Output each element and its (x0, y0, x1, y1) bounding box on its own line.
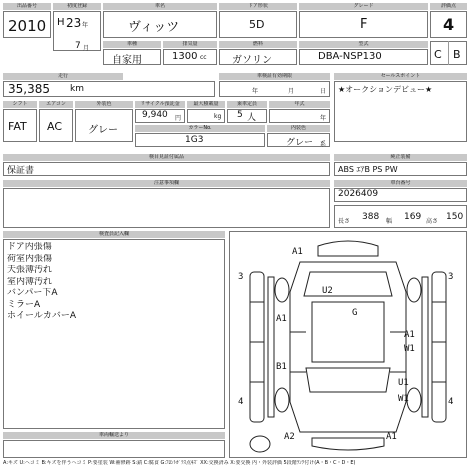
inspection-notes (7, 242, 76, 323)
inspection-month: 月 (288, 88, 295, 95)
damage-mark: W1 (404, 344, 415, 354)
model-year-unit: 年 (320, 115, 327, 122)
aircon: AC (47, 120, 63, 133)
header-mileage: 走行 (3, 73, 123, 80)
interior-color: グレー (286, 138, 314, 148)
header-grade: グレード (299, 3, 428, 10)
first-reg-month-suffix: 月 (83, 45, 90, 52)
inspection-note: 天張薄汚れ (7, 265, 53, 275)
header-sales-point: セールスポイント (334, 73, 467, 80)
car-diagram-svg (230, 232, 466, 457)
displacement: 1300 (172, 51, 198, 62)
inspection-day: 日 (320, 88, 327, 95)
inspection-note: 荷室内張傷 (7, 253, 53, 264)
header-door: ドア形状 (219, 3, 297, 10)
header-color-no: カラーNo. (135, 125, 265, 132)
damage-mark: A1 (292, 247, 303, 257)
legend-footer: A:キズ U:ヘコミ B:キズを伴うヘコミ P:要塗装 W:補修跡 S:錆 C:腐食 G:ﾌﾛﾝﾄｶﾞﾗｽ点ｷｽﾞ XX:交換済み X:要交換 内・外装評価 5段階ﾗﾝｸ付け(A・B・C・D・E) (3, 460, 356, 466)
color-no: 1G3 (185, 135, 204, 145)
inspection-note: ホイールカバーA (7, 311, 76, 321)
damage-mark: G (352, 308, 358, 318)
exterior-score: B (453, 48, 461, 61)
length-label: 長さ (338, 218, 351, 225)
score: 4 (443, 15, 455, 34)
chassis-number: 2026409 (338, 189, 379, 199)
header-car-type: 車種 (103, 41, 161, 48)
header-lot-number: 出品番号 (3, 3, 51, 10)
height-value: 150 (446, 212, 464, 222)
header-accessories: 検目見証付属品 (3, 154, 330, 161)
damage-mark: U1 (398, 378, 409, 388)
header-car-name: 車名 (103, 3, 217, 10)
first-reg-month: 7 (75, 41, 81, 51)
header-displacement: 排気量 (163, 41, 217, 48)
corner-label: 3 (238, 272, 244, 282)
width-value: 169 (404, 212, 422, 222)
inspection-note: ドア内張傷 (7, 242, 52, 252)
displacement-unit: cc (200, 54, 207, 61)
first-reg-era: H (57, 17, 65, 28)
header-fuel: 燃料 (219, 41, 297, 48)
header-max-load: 最大積載量 (187, 101, 225, 108)
corner-label: 3 (448, 272, 454, 282)
first-reg-year: 23 (66, 16, 82, 30)
inspection-note: ミラーA (7, 299, 41, 310)
recycle-unit: 円 (175, 115, 182, 122)
sales-point: ★オークションデビュー★ (338, 85, 433, 94)
damage-mark: W1 (398, 394, 409, 404)
inspection-note: 室内薄汚れ (7, 276, 53, 287)
fuel: ガソリン (232, 55, 272, 66)
first-reg-year-suffix: 年 (82, 22, 89, 29)
dealer-box (3, 440, 225, 458)
car-diagram (229, 231, 467, 458)
inspection-note: バンパー下A (7, 288, 58, 298)
mileage: 35,385 (8, 82, 50, 96)
mileage-unit: km (70, 84, 84, 94)
accessories: 保証書 (7, 166, 35, 176)
damage-mark: U2 (322, 286, 333, 296)
header-model-year: 年式 (269, 101, 330, 108)
header-score: 評価点 (430, 3, 467, 10)
header-inspection: 検査員記入欄 (3, 231, 225, 238)
header-equipment: 純正装備 (334, 154, 467, 161)
corner-label: 4 (448, 397, 454, 407)
damage-mark: A2 (284, 432, 295, 442)
header-capacity: 乗車定員 (227, 101, 267, 108)
accessories-box (3, 162, 330, 176)
lot-number: 2010 (8, 17, 47, 35)
car-type: 自家用 (112, 55, 142, 66)
car-name: ヴィッツ (128, 20, 180, 35)
damage-mark: A1 (404, 330, 415, 340)
capacity-unit: 人 (247, 113, 257, 123)
inspection-expiry-box (219, 81, 330, 97)
header-interior-color: 内装色 (267, 125, 330, 132)
damage-mark: A1 (276, 314, 287, 324)
header-shift: シフト (3, 101, 37, 108)
notes-box (3, 188, 330, 228)
header-exterior-color: 外装色 (75, 101, 133, 108)
corner-label: 4 (238, 397, 244, 407)
header-first-registration: 初度登録 (53, 3, 101, 10)
capacity: 5 (237, 110, 243, 120)
header-chassis-number: 車台番号 (334, 180, 467, 187)
exterior-color: グレー (88, 125, 118, 136)
damage-mark: B1 (276, 362, 287, 372)
header-notes: 注意事項欄 (3, 180, 330, 187)
equipment: ABS ｴｱB PS PW (338, 165, 398, 174)
interior-score: C (434, 48, 442, 61)
max-load-unit: kg (214, 113, 222, 120)
grade: F (360, 17, 368, 32)
header-dealer: 車両輸送より (3, 432, 225, 439)
door-type: 5D (249, 18, 265, 31)
length-value: 388 (362, 212, 380, 222)
header-aircon: エアコン (39, 101, 73, 108)
interior-color-suffix: 系 (320, 141, 327, 148)
damage-mark: A1 (386, 432, 397, 442)
model-code: DBA-NSP130 (318, 51, 382, 62)
header-recycle-fee: リサイクル預託金 (135, 101, 185, 108)
height-label: 高さ (426, 218, 439, 225)
recycle-fee: 9,940 (142, 110, 168, 120)
width-label: 幅 (386, 218, 393, 225)
header-inspection-expiry: 車検証有効期限 (219, 73, 330, 80)
inspection-year: 年 (252, 88, 259, 95)
shift: FAT (8, 120, 27, 133)
header-model-code: 型式 (299, 41, 428, 48)
